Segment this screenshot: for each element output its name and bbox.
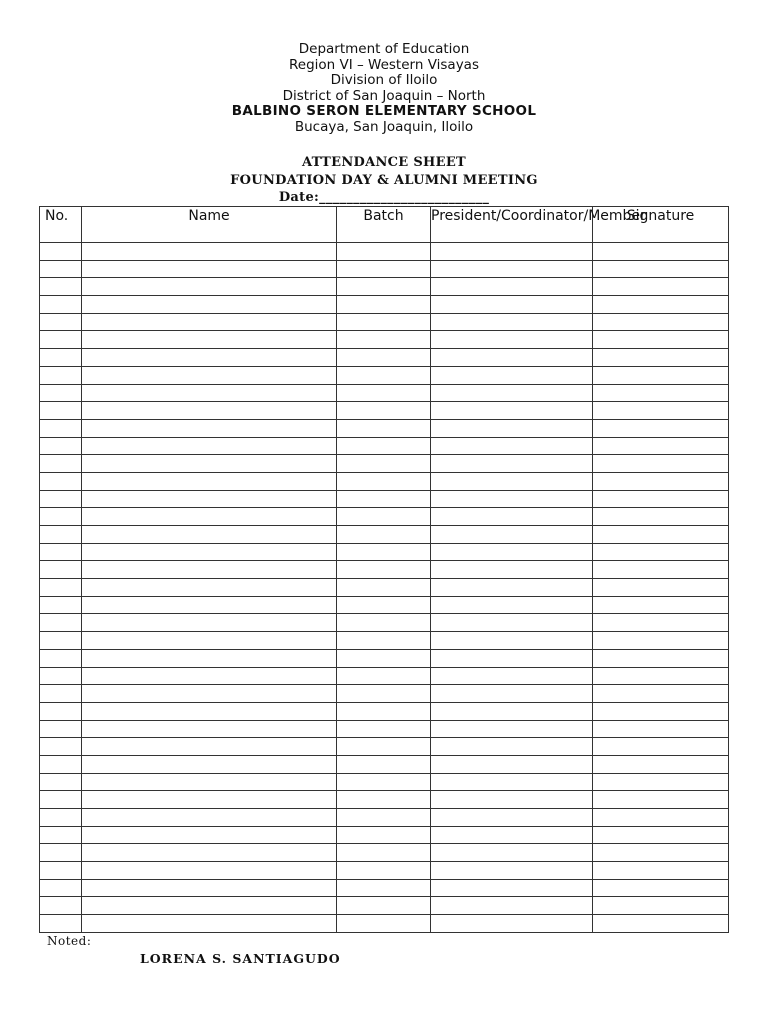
table-cell (593, 596, 729, 614)
table-cell (40, 667, 82, 685)
table-cell (40, 543, 82, 561)
table-row (40, 278, 729, 296)
table-cell (40, 366, 82, 384)
table-cell (40, 349, 82, 367)
region-line: Region VI – Western Visayas (288, 56, 479, 73)
table-cell (431, 897, 593, 915)
column-header-role: President/Coordinator/Member (431, 207, 593, 243)
table-cell (593, 862, 729, 880)
table-cell (40, 685, 82, 703)
table-cell (40, 402, 82, 420)
table-cell (337, 260, 431, 278)
table-cell (337, 561, 431, 579)
table-cell (82, 490, 337, 508)
department-line: Department of Education (298, 41, 470, 57)
table-cell (40, 526, 82, 544)
table-cell (40, 455, 82, 473)
table-cell (431, 809, 593, 827)
table-cell (82, 720, 337, 738)
date-blank: _________________________ (319, 190, 490, 205)
table-cell (82, 366, 337, 384)
table-cell (431, 260, 593, 278)
table-row (40, 243, 729, 261)
table-row (40, 366, 729, 384)
table-cell (593, 278, 729, 296)
table-cell (82, 437, 337, 455)
table-cell (82, 543, 337, 561)
division-line: Division of Iloilo (330, 72, 438, 89)
table-cell (593, 720, 729, 738)
table-cell (337, 490, 431, 508)
table-cell (337, 543, 431, 561)
table-row (40, 632, 729, 650)
table-cell (40, 278, 82, 296)
district-line: District of San Joaquin – North (282, 87, 486, 104)
table-cell (82, 915, 337, 933)
table-cell (431, 331, 593, 349)
table-cell (40, 490, 82, 508)
column-header-name: Name (82, 207, 337, 243)
table-cell (82, 402, 337, 420)
table-cell (40, 419, 82, 437)
table-cell (593, 472, 729, 490)
table-cell (82, 349, 337, 367)
table-cell (431, 419, 593, 437)
table-cell (431, 472, 593, 490)
table-cell (337, 809, 431, 827)
table-cell (593, 879, 729, 897)
table-cell (593, 667, 729, 685)
table-body (40, 243, 729, 933)
table-row (40, 755, 729, 773)
table-row (40, 490, 729, 508)
column-header-signature: Signature (593, 207, 729, 243)
table-cell (593, 649, 729, 667)
table-cell (593, 685, 729, 703)
table-cell (337, 667, 431, 685)
table-cell (82, 773, 337, 791)
table-row (40, 773, 729, 791)
table-cell (431, 755, 593, 773)
table-cell (82, 685, 337, 703)
table-cell (40, 879, 82, 897)
table-cell (431, 349, 593, 367)
table-cell (593, 632, 729, 650)
table-cell (337, 437, 431, 455)
table-cell (431, 579, 593, 597)
table-cell (431, 402, 593, 420)
table-cell (40, 561, 82, 579)
table-cell (82, 455, 337, 473)
signer-name: LORENA S. SANTIAGUDO (140, 951, 341, 966)
table-header-row (40, 207, 729, 243)
table-row (40, 685, 729, 703)
table-cell (593, 791, 729, 809)
table-row (40, 579, 729, 597)
table-row (40, 596, 729, 614)
table-cell (431, 773, 593, 791)
table-row (40, 296, 729, 314)
table-cell (593, 915, 729, 933)
table-cell (40, 791, 82, 809)
table-cell (431, 437, 593, 455)
date-label: Date: (278, 190, 320, 205)
table-cell (337, 685, 431, 703)
table-cell (40, 384, 82, 402)
table-cell (40, 897, 82, 915)
table-cell (82, 826, 337, 844)
noted-label: Noted: (47, 934, 92, 948)
table-cell (337, 526, 431, 544)
table-cell (593, 419, 729, 437)
table-cell (431, 649, 593, 667)
document-header (0, 42, 768, 136)
table-cell (431, 738, 593, 756)
table-cell (40, 862, 82, 880)
table-cell (337, 472, 431, 490)
table-cell (337, 243, 431, 261)
table-cell (337, 614, 431, 632)
table-cell (431, 561, 593, 579)
table-cell (82, 738, 337, 756)
table-cell (82, 755, 337, 773)
table-cell (337, 702, 431, 720)
table-cell (593, 755, 729, 773)
table-cell (593, 384, 729, 402)
table-cell (593, 260, 729, 278)
table-cell (593, 702, 729, 720)
table-cell (40, 632, 82, 650)
table-row (40, 915, 729, 933)
table-cell (593, 614, 729, 632)
table-cell (40, 313, 82, 331)
table-cell (593, 366, 729, 384)
table-cell (40, 296, 82, 314)
table-cell (431, 508, 593, 526)
table-cell (337, 826, 431, 844)
table-cell (82, 791, 337, 809)
table-cell (593, 561, 729, 579)
table-cell (431, 879, 593, 897)
table-row (40, 561, 729, 579)
table-cell (82, 667, 337, 685)
table-cell (40, 508, 82, 526)
table-cell (593, 402, 729, 420)
table-cell (337, 844, 431, 862)
table-cell (82, 419, 337, 437)
table-cell (431, 384, 593, 402)
column-header-batch: Batch (337, 207, 431, 243)
table-cell (431, 862, 593, 880)
table-row (40, 331, 729, 349)
table-cell (40, 702, 82, 720)
table-cell (593, 243, 729, 261)
table-cell (40, 579, 82, 597)
table-cell (337, 720, 431, 738)
table-cell (82, 844, 337, 862)
table-row (40, 667, 729, 685)
table-cell (337, 331, 431, 349)
table-cell (593, 579, 729, 597)
document-titles (0, 154, 768, 207)
table-cell (431, 366, 593, 384)
table-cell (431, 632, 593, 650)
table-cell (593, 508, 729, 526)
table-cell (431, 243, 593, 261)
table-row (40, 826, 729, 844)
table-cell (593, 296, 729, 314)
table-cell (82, 526, 337, 544)
table-cell (82, 278, 337, 296)
table-cell (40, 720, 82, 738)
table-cell (337, 738, 431, 756)
table-cell (593, 897, 729, 915)
table-row (40, 738, 729, 756)
table-cell (337, 419, 431, 437)
table-cell (82, 472, 337, 490)
table-cell (82, 809, 337, 827)
table-cell (337, 366, 431, 384)
event-title: FOUNDATION DAY & ALUMNI MEETING (230, 172, 538, 188)
table-row (40, 702, 729, 720)
table-cell (337, 791, 431, 809)
table-cell (82, 561, 337, 579)
school-address: Bucaya, San Joaquin, Iloilo (294, 118, 474, 135)
table-row (40, 897, 729, 915)
table-row (40, 879, 729, 897)
table-cell (593, 490, 729, 508)
table-cell (82, 702, 337, 720)
table-cell (431, 296, 593, 314)
table-cell (431, 614, 593, 632)
table-cell (40, 649, 82, 667)
table-cell (337, 296, 431, 314)
table-cell (82, 508, 337, 526)
table-cell (82, 862, 337, 880)
table-row (40, 313, 729, 331)
table-cell (593, 349, 729, 367)
table-cell (431, 826, 593, 844)
table-cell (593, 809, 729, 827)
table-cell (431, 543, 593, 561)
table-cell (40, 260, 82, 278)
table-cell (40, 331, 82, 349)
table-cell (593, 543, 729, 561)
table-cell (431, 720, 593, 738)
table-cell (40, 809, 82, 827)
table-row (40, 508, 729, 526)
table-cell (337, 649, 431, 667)
table-cell (40, 773, 82, 791)
table-cell (337, 508, 431, 526)
sheet-title: ATTENDANCE SHEET (301, 155, 467, 170)
table-cell (337, 596, 431, 614)
table-cell (40, 243, 82, 261)
table-row (40, 437, 729, 455)
table-cell (431, 313, 593, 331)
table-row (40, 402, 729, 420)
table-cell (40, 738, 82, 756)
table-cell (593, 738, 729, 756)
table-cell (337, 313, 431, 331)
table-cell (431, 667, 593, 685)
table-cell (40, 614, 82, 632)
table-row (40, 260, 729, 278)
attendance-table (39, 206, 729, 933)
table-cell (82, 296, 337, 314)
table-row (40, 472, 729, 490)
table-cell (82, 649, 337, 667)
table-row (40, 543, 729, 561)
table-cell (82, 384, 337, 402)
table-cell (82, 579, 337, 597)
table-cell (431, 490, 593, 508)
table-row (40, 614, 729, 632)
table-row (40, 526, 729, 544)
table-cell (82, 879, 337, 897)
table-cell (593, 313, 729, 331)
table-cell (431, 791, 593, 809)
table-cell (82, 614, 337, 632)
table-cell (40, 437, 82, 455)
date-line (0, 189, 768, 207)
table-row (40, 649, 729, 667)
table-cell (82, 313, 337, 331)
table-row (40, 791, 729, 809)
table-cell (82, 897, 337, 915)
table-cell (40, 915, 82, 933)
table-cell (593, 437, 729, 455)
table-cell (337, 278, 431, 296)
table-cell (337, 632, 431, 650)
table-row (40, 419, 729, 437)
table-cell (431, 455, 593, 473)
table-cell (431, 844, 593, 862)
table-row (40, 862, 729, 880)
school-name: BALBINO SERON ELEMENTARY SCHOOL (231, 103, 537, 120)
table-row (40, 455, 729, 473)
table-cell (337, 915, 431, 933)
table-cell (337, 897, 431, 915)
table-cell (337, 755, 431, 773)
table-cell (82, 596, 337, 614)
table-cell (431, 526, 593, 544)
table-cell (337, 402, 431, 420)
table-row (40, 384, 729, 402)
table-cell (431, 278, 593, 296)
table-row (40, 720, 729, 738)
table-cell (431, 685, 593, 703)
table-cell (82, 632, 337, 650)
table-cell (337, 579, 431, 597)
column-header-no: No. (40, 207, 82, 243)
table-cell (431, 596, 593, 614)
table-cell (82, 331, 337, 349)
table-cell (82, 243, 337, 261)
table-cell (431, 702, 593, 720)
table-cell (593, 773, 729, 791)
table-cell (40, 826, 82, 844)
table-row (40, 349, 729, 367)
table-cell (40, 472, 82, 490)
table-row (40, 809, 729, 827)
table-cell (593, 826, 729, 844)
table-cell (593, 844, 729, 862)
table-cell (40, 755, 82, 773)
table-cell (593, 455, 729, 473)
table-cell (40, 596, 82, 614)
table-cell (593, 526, 729, 544)
table-cell (337, 384, 431, 402)
table-cell (337, 879, 431, 897)
table-row (40, 844, 729, 862)
table-cell (40, 844, 82, 862)
table-cell (593, 331, 729, 349)
table-cell (337, 455, 431, 473)
table-cell (337, 773, 431, 791)
table-cell (337, 862, 431, 880)
table-cell (82, 260, 337, 278)
table-cell (337, 349, 431, 367)
table-cell (431, 915, 593, 933)
